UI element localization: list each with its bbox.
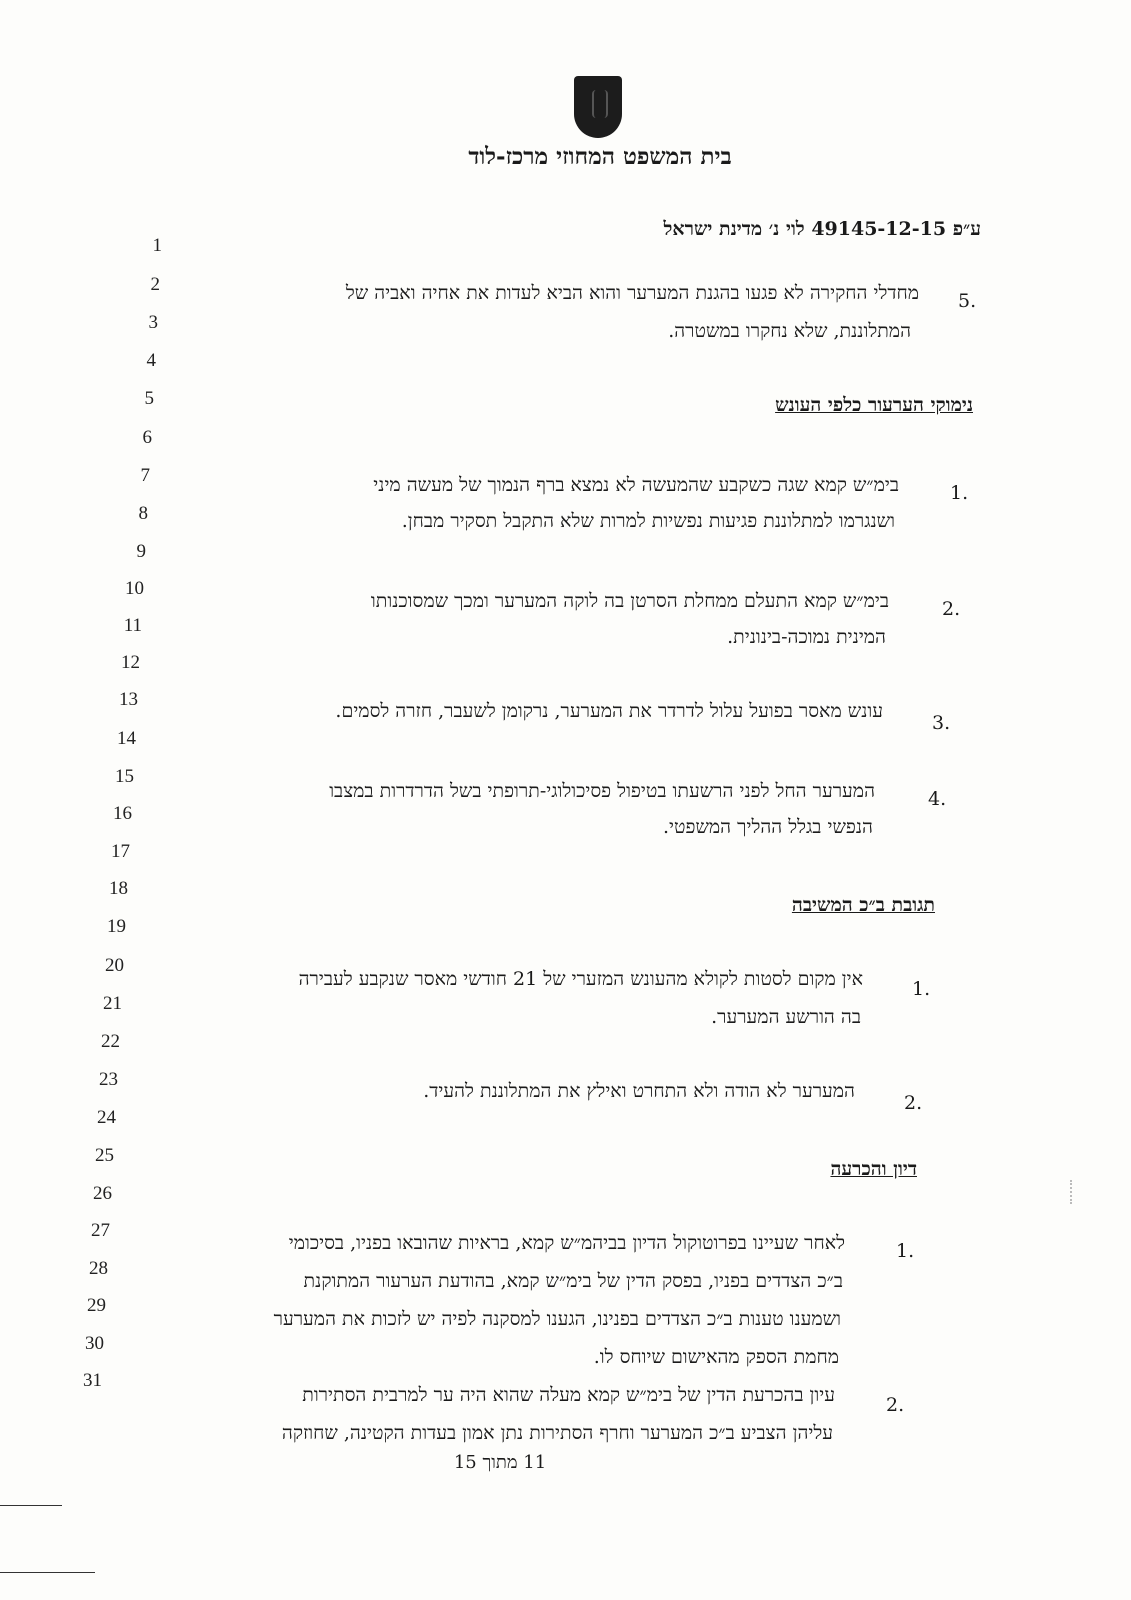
body-line: בימ״ש קמא שגה כשקבע שהמעשה לא נמצא ברף הנמוך של מעשה מיני bbox=[373, 474, 899, 496]
item-number: .3 bbox=[932, 712, 951, 734]
body-line: ב״כ הצדדים בפניו, בפסק הדין של בימ״ש קמא, בהודעת הערעור המתוקנת bbox=[303, 1270, 843, 1292]
body-line: עליהן הצביע ב״כ המערער וחרף הסתירות נתן אמון בעדות הקטינה, שחוזקה bbox=[281, 1422, 833, 1444]
line-number: 24 bbox=[97, 1107, 116, 1128]
line-number: 20 bbox=[105, 955, 124, 976]
line-number: 19 bbox=[107, 916, 126, 937]
body-line: ושמענו טענות ב״כ הצדדים בפנינו, הגענו למסקנה לפיה יש לזכות את המערער bbox=[273, 1308, 841, 1330]
item-number: .2 bbox=[942, 598, 961, 620]
body-line: עיון בהכרעת הדין של בימ״ש קמא מעלה שהוא היה ער למרבית הסתירות bbox=[302, 1384, 835, 1406]
line-number: 17 bbox=[111, 841, 130, 862]
body-line: אין מקום לסטות לקולא מהעונש המזערי של 21 חודשי מאסר שנקבע לעבירה bbox=[298, 968, 863, 990]
item-number: .2 bbox=[886, 1394, 905, 1416]
item-number: .1 bbox=[912, 978, 931, 1000]
item-number: .1 bbox=[896, 1240, 915, 1262]
body-line: המתלוננת, שלא נחקרו במשטרה. bbox=[668, 320, 911, 342]
body-line: הנפשי בגלל ההליך המשפטי. bbox=[663, 816, 873, 838]
section-heading: נימוקי הערעור כלפי העונש bbox=[775, 394, 973, 416]
body-line: לאחר שעיינו בפרוטוקול הדיון בביהמ״ש קמא, בראיות שהובאו בפניו, בסיכומי bbox=[288, 1232, 845, 1254]
line-number: 23 bbox=[99, 1069, 118, 1090]
line-number: 5 bbox=[144, 388, 154, 409]
line-number: 4 bbox=[146, 350, 156, 371]
line-number: 6 bbox=[142, 427, 152, 448]
body-line: בימ״ש קמא התעלם ממחלת הסרטן בה לוקה המערער ומכך שמסוכנותו bbox=[370, 590, 889, 612]
line-number: 15 bbox=[115, 766, 134, 787]
line-number: 25 bbox=[95, 1145, 114, 1166]
line-number: 21 bbox=[103, 993, 122, 1014]
line-number: 13 bbox=[119, 689, 138, 710]
line-number: 27 bbox=[91, 1220, 110, 1241]
line-number: 26 bbox=[93, 1183, 112, 1204]
body-line: מחדלי החקירה לא פגעו בהגנת המערער והוא הביא לעדות את אחיה ואביה של bbox=[345, 282, 919, 304]
body-line: מחמת הספק מהאישום שיוחס לו. bbox=[593, 1346, 839, 1368]
item-number: .4 bbox=[928, 788, 947, 810]
line-number: 12 bbox=[121, 652, 140, 673]
line-number: 18 bbox=[109, 878, 128, 899]
scan-mark bbox=[0, 1505, 62, 1506]
line-number: 11 bbox=[123, 615, 142, 636]
line-number: 29 bbox=[87, 1295, 106, 1316]
case-header: ע״פ 49145-12-15 לוי נ׳ מדינת ישראל bbox=[663, 218, 981, 240]
line-number: 30 bbox=[85, 1333, 104, 1354]
line-number: 2 bbox=[150, 274, 160, 295]
page-indicator: 11 מתוך 15 bbox=[453, 1452, 547, 1473]
line-number: 16 bbox=[113, 803, 132, 824]
line-number: 14 bbox=[117, 728, 136, 749]
court-emblem-icon bbox=[574, 76, 622, 138]
body-line: עונש מאסר בפועל עלול לדרדר את המערער, נרקומן לשעבר, חזרה לסמים. bbox=[335, 700, 883, 722]
section-heading: תגובת ב״כ המשיבה bbox=[791, 894, 935, 916]
body-line: המערער לא הודה ולא התחרט ואילץ את המתלוננת להעיד. bbox=[423, 1080, 855, 1102]
body-line: ושנגרמו למתלוננת פגיעות נפשיות למרות שלא התקבל תסקיר מבחן. bbox=[401, 510, 895, 532]
body-line: המינית נמוכה-בינונית. bbox=[727, 626, 886, 648]
line-number: 8 bbox=[138, 503, 148, 524]
scan-mark bbox=[1070, 1180, 1074, 1204]
scan-mark bbox=[0, 1572, 95, 1573]
court-name: בית המשפט המחוזי מרכז-לוד bbox=[468, 143, 732, 170]
item-number: .2 bbox=[904, 1092, 923, 1114]
line-number: 7 bbox=[140, 465, 150, 486]
line-number: 9 bbox=[136, 541, 146, 562]
section-heading: דיון והכרעה bbox=[830, 1158, 917, 1180]
body-line: בה הורשע המערער. bbox=[711, 1006, 861, 1028]
body-line: המערער החל לפני הרשעתו בטיפול פסיכולוגי-תרופתי בשל הדרדרות במצבו bbox=[329, 780, 875, 802]
line-number: 10 bbox=[125, 578, 144, 599]
line-number: 28 bbox=[89, 1258, 108, 1279]
item-number: .1 bbox=[950, 482, 969, 504]
line-number: 3 bbox=[148, 312, 158, 333]
line-number: 1 bbox=[152, 235, 162, 256]
line-number: 22 bbox=[101, 1031, 120, 1052]
line-number: 31 bbox=[83, 1370, 102, 1391]
item-number: .5 bbox=[958, 290, 977, 312]
